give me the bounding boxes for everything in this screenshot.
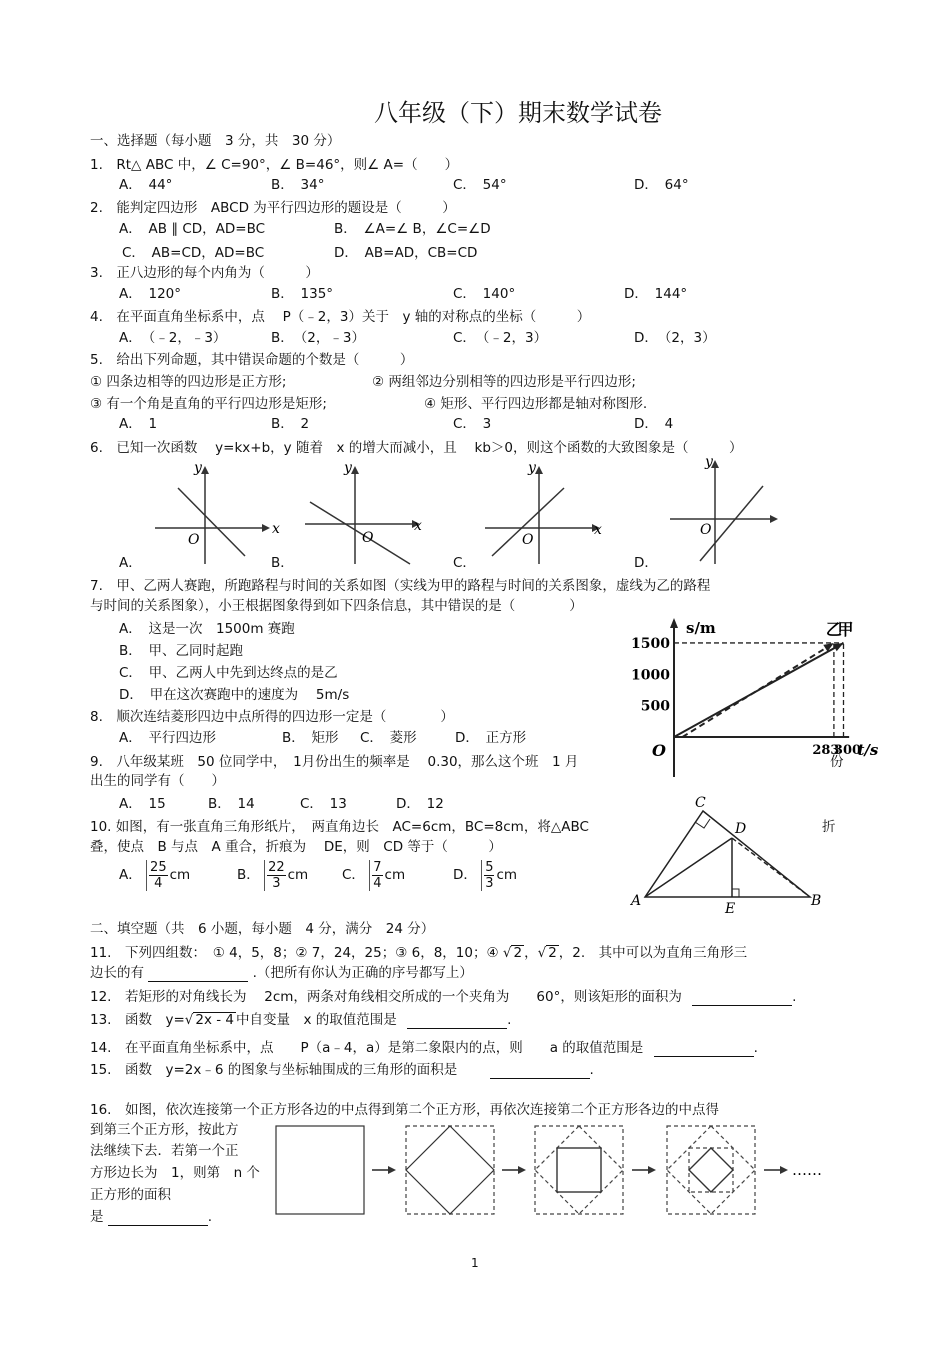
series-jia-arrow (833, 643, 844, 651)
square-2 (406, 1126, 494, 1214)
square-4 (689, 1148, 733, 1192)
q1-option-b[interactable]: B． 34° (271, 177, 325, 193)
origin-label: O (522, 532, 534, 548)
label-e: E (725, 901, 736, 917)
square-3 (557, 1148, 601, 1192)
segment-db (732, 838, 810, 897)
q12-answer-blank[interactable] (692, 991, 792, 1006)
q8-stem: 8. 顺次连结菱形四边中点所得的四边形一定是（ ） (90, 709, 454, 725)
arrow-2-head (518, 1166, 526, 1174)
q5-item-2: ② 两组邻边分别相等的四边形是平行四边形; (372, 374, 636, 390)
q12-stem: 12. 若矩形的对角线长为 2cm，两条对角线相交所成的一个夹角为 60°，则该矩形的面积为 . (90, 989, 797, 1005)
q3-option-a[interactable]: A． 120° (119, 286, 182, 302)
x-tick-label: 283 (812, 743, 840, 758)
sqrt-2: 2 (548, 945, 557, 961)
q8-option-c[interactable]: C． 菱形 (360, 730, 417, 746)
y-label: y (194, 460, 202, 476)
series-jia-label: 甲 (837, 619, 854, 639)
q6-graph-a[interactable] (150, 456, 280, 566)
fraction-5-3: $\frac{5}{3}$ (481, 860, 496, 891)
q5-option-b[interactable]: B． 2 (271, 416, 310, 432)
q11-stem-line2: 边长的有 .（把所有你认为正确的序号都写上） (90, 965, 473, 981)
label-d: D (735, 821, 747, 837)
q6-option-a[interactable]: A． (119, 555, 142, 571)
label-c: C (695, 795, 706, 811)
q9-option-c[interactable]: C． 13 (300, 796, 347, 812)
q7-option-c[interactable]: C． 甲、乙两人中先到达终点的是乙 (119, 665, 338, 681)
q4-stem: 4. 在平面直角坐标系中，点 P（﹣2，3）关于 y 轴的对称点的坐标（ ） (90, 309, 591, 325)
q14-answer-blank[interactable] (654, 1042, 754, 1057)
q6-option-d[interactable]: D． (634, 555, 658, 571)
y-axis-label: s/m (686, 619, 716, 637)
square-2-dashed (667, 1126, 755, 1214)
origin-label: O (362, 530, 374, 546)
q15-stem: 15. 函数 y=2x﹣6 的图象与坐标轴围成的三角形的面积是 . (90, 1062, 594, 1078)
q16-side-line2: 法继续下去．若第一个正 (90, 1143, 239, 1159)
y-label: y (705, 454, 713, 470)
q3-stem: 3. 正八边形的每个内角为（ ） (90, 265, 319, 281)
q13-stem: 13. 函数 y=√ 2x - 4 中自变量 x 的取值范围是 . (90, 1012, 512, 1028)
q9-option-d[interactable]: D． 12 (396, 796, 444, 812)
q1-option-d[interactable]: D． 64° (634, 177, 689, 193)
q5-option-c[interactable]: C． 3 (453, 416, 492, 432)
q5-option-d[interactable]: D． 4 (634, 416, 674, 432)
q9-option-b[interactable]: B． 14 (208, 796, 255, 812)
q14-stem: 14. 在平面直角坐标系中，点 P（a﹣4，a）是第二象限内的点，则 a 的取值范围是 . (90, 1040, 758, 1056)
q8-option-a[interactable]: A． 平行四边形 (119, 730, 216, 746)
q3-option-b[interactable]: B． 135° (271, 286, 334, 302)
square-1 (276, 1126, 364, 1214)
label-b: B (811, 893, 822, 909)
square-2-dashed (535, 1126, 623, 1214)
x-tick-label: 300 (833, 743, 862, 758)
arrow-3-head (648, 1166, 656, 1174)
continuation-dots: …… (792, 1161, 822, 1179)
q16-side-line4: 正方形的面积 (90, 1187, 171, 1203)
q5-item-1: ① 四条边相等的四边形是正方形; (90, 374, 287, 390)
series-yi-label: 乙 (825, 619, 842, 639)
q7-option-d[interactable]: D． 甲在这次赛跑中的速度为 5m/s (119, 687, 350, 703)
q5-stem: 5. 给出下列命题，其中错误命题的个数是（ ） (90, 352, 414, 368)
y-tick-label: 1500 (631, 635, 670, 652)
q4-option-b[interactable]: B． （2，﹣3） (271, 330, 365, 346)
q16-side-line1: 到第三个正方形，按此方 (90, 1122, 239, 1138)
y-axis-arrow (670, 618, 678, 628)
q2-option-b[interactable]: B． ∠A=∠ B，∠C=∠D (334, 221, 491, 237)
q10-option-d[interactable]: D． $\frac{5}{3}$ cm (453, 859, 518, 891)
x-label: x (272, 521, 280, 537)
q16-side-line3: 方形边长为 1，则第 n 个 (90, 1165, 260, 1181)
origin-label: O (700, 522, 712, 538)
origin-label: O (652, 741, 666, 760)
section-heading-choice: 一、选择题（每小题 3 分，共 30 分） (90, 133, 341, 149)
q4-option-d[interactable]: D． （2，3） (634, 330, 716, 346)
q1-option-a[interactable]: A． 44° (119, 177, 173, 193)
q9-option-a[interactable]: A． 15 (119, 796, 166, 812)
q6-graph-c[interactable] (480, 456, 610, 566)
page-number: 1 (471, 1256, 479, 1270)
q6-stem: 6. 已知一次函数 y=kx+b，y 随着 x 的增大而减小，且 kb＞0，则这个函数的大致图象是（ ） (90, 440, 743, 456)
q16-nested-squares-figure (270, 1118, 845, 1218)
q7-stem-line2: 与时间的关系图象），小王根据图象得到如下四条信息，其中错误的是（ ） (90, 598, 583, 614)
q7-option-a[interactable]: A． 这是一次 1500m 赛跑 (119, 621, 295, 637)
q1-stem: 1. Rt△ ABC 中，∠ C=90°，∠ B=46°，则∠ A=（ ） (90, 157, 459, 173)
q9-stem-tail: 份 (830, 754, 844, 770)
q3-option-d[interactable]: D． 144° (624, 286, 688, 302)
arrow-1-head (388, 1166, 396, 1174)
q8-option-d[interactable]: D． 正方形 (455, 730, 527, 746)
square-1-dashed (535, 1126, 623, 1214)
right-angle-mark-e (732, 889, 739, 897)
x-label: x (594, 522, 602, 538)
label-a: A (631, 893, 642, 909)
x-label: x (414, 518, 422, 534)
y-tick-label: 500 (640, 698, 670, 715)
q10-option-b[interactable]: B． $\frac{22}{3}$ cm (237, 859, 309, 891)
q6-option-c[interactable]: C． (453, 555, 476, 571)
q13-answer-blank[interactable] (407, 1014, 507, 1029)
y-label: y (344, 460, 352, 476)
q2-option-d[interactable]: D． AB=AD，CB=CD (334, 245, 478, 261)
square-3-dashed (689, 1148, 733, 1192)
q5-item-3: ③ 有一个角是直角的平行四边形是矩形; (90, 396, 327, 412)
q5-item-4: ④ 矩形、平行四边形都是轴对称图形. (424, 396, 648, 412)
q7-option-b[interactable]: B． 甲、乙同时起跑 (119, 643, 244, 659)
q1-option-c[interactable]: C． 54° (453, 177, 507, 193)
q6-graph-d[interactable] (665, 456, 795, 566)
q4-option-c[interactable]: C． （﹣2，3） (453, 330, 548, 346)
page-title: 八年级（下）期末数学试卷 (374, 99, 662, 127)
y-label: y (528, 460, 536, 476)
q16-answer-blank[interactable] (108, 1211, 208, 1226)
q9-stem-line2: 出生的同学有（ ） (90, 773, 225, 789)
q16-stem-line1: 16. 如图，依次连接第一个正方形各边的中点得到第二个正方形，再依次连接第二个正方形各边的中点得 (90, 1102, 719, 1118)
square-1-dashed (406, 1126, 494, 1214)
q15-answer-blank[interactable] (490, 1064, 590, 1079)
graph-line (310, 502, 410, 564)
y-axis-arrow (351, 466, 359, 474)
q6-option-b[interactable]: B． (271, 555, 294, 571)
y-axis-arrow (201, 466, 209, 474)
origin-label: O (188, 532, 200, 548)
section-heading-fill: 二、填空题（共 6 小题，每小题 4 分，满分 24 分） (90, 921, 435, 937)
q5-option-a[interactable]: A． 1 (119, 416, 158, 432)
arrow-4-head (780, 1166, 788, 1174)
series-jia-line (674, 643, 844, 737)
square-1-dashed (667, 1126, 755, 1214)
q10-option-a[interactable]: A． $\frac{25}{4}$ cm (119, 859, 191, 891)
fraction-22-3: $\frac{22}{3}$ (264, 860, 288, 891)
q16-last-line: 是 . (90, 1209, 213, 1225)
sqrt-2: 2 (513, 945, 523, 961)
y-axis-arrow (535, 466, 543, 474)
q2-option-c[interactable]: C． AB=CD，AD=BC (122, 245, 265, 261)
q10-stem-line1: 10. 如图，有一张直角三角形纸片， 两直角边长 AC=6cm，BC=8cm，将△ABC (90, 819, 589, 835)
q7-stem-line1: 7. 甲、乙两人赛跑，所跑路程与时间的关系如图（实线为甲的路程与时间的关系图象，虚线为乙的路程 (90, 578, 711, 594)
sqrt-2x-4: 2x - 4 (195, 1012, 235, 1028)
q2-stem: 2. 能判定四边形 ABCD 为平行四边形的题设是（ ） (90, 200, 456, 216)
q9-stem-line1: 9. 八年级某班 50 位同学中， 1月份出生的频率是 0.30，那么这个班 1 月 (90, 754, 579, 770)
q3-option-c[interactable]: C． 140° (453, 286, 516, 302)
q10-triangle-figure (625, 795, 830, 915)
segment-ad (645, 838, 732, 897)
x-axis-label: t/s (857, 741, 879, 759)
x-axis-arrow (770, 515, 778, 523)
q6-graph-b[interactable] (300, 456, 430, 566)
triangle-abc (645, 811, 810, 897)
fraction-7-4: $\frac{7}{4}$ (369, 860, 384, 891)
fraction-25-4: $\frac{25}{4}$ (146, 860, 170, 891)
q10-option-c[interactable]: C． $\frac{7}{4}$ cm (342, 859, 406, 891)
x-axis-arrow (262, 524, 270, 532)
q2-option-a[interactable]: A． AB ∥ CD，AD=BC (119, 221, 266, 237)
q4-option-a[interactable]: A． （﹣2，﹣3） (119, 330, 227, 346)
q11-stem-line1: 11. 下列四组数： ① 4，5，8；② 7，24，25；③ 6，8，10；④ √ 2 ，√ 2 ，2. 其中可以为直角三角形三 (90, 945, 748, 961)
q11-answer-blank[interactable] (148, 967, 248, 982)
y-tick-label: 1000 (631, 667, 670, 684)
q10-stem-line2: 叠，使点 B 与点 A 重合，折痕为 DE，则 CD 等于（ ） (90, 839, 502, 855)
q10-stem-tail: 折 (822, 819, 836, 835)
q8-option-b[interactable]: B． 矩形 (282, 730, 339, 746)
q7-distance-time-chart (620, 612, 879, 787)
